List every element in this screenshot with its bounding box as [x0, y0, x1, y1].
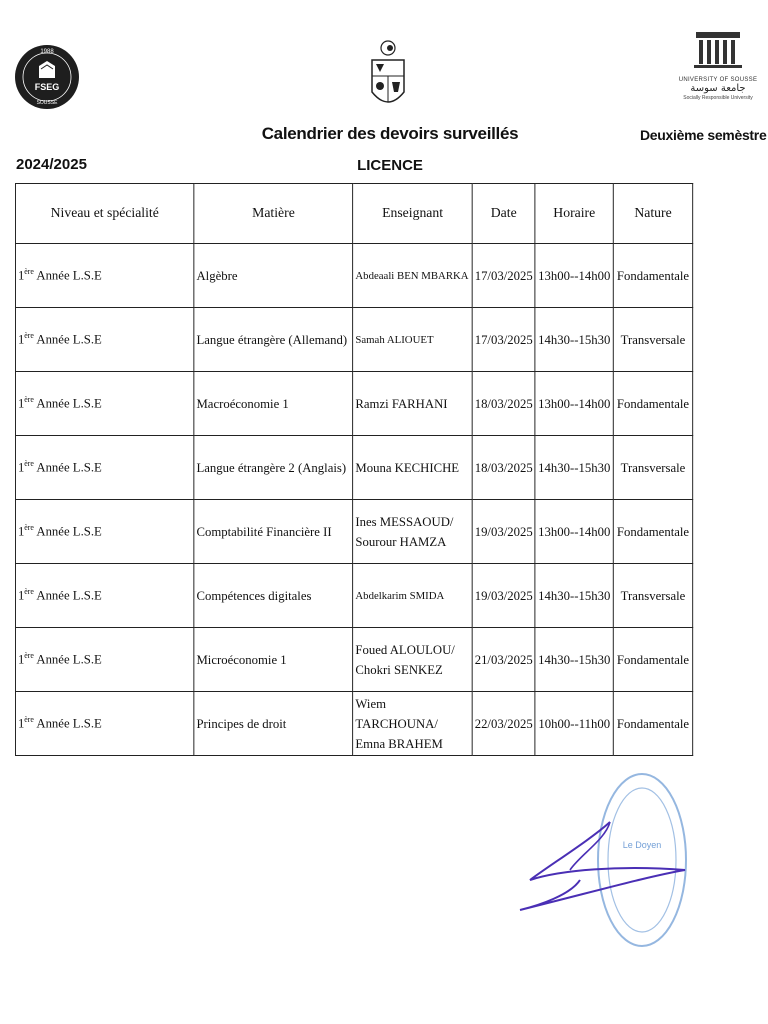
cell-enseignant — [353, 564, 472, 628]
cell-matiere: Langue étrangère 2 (Anglais) — [194, 436, 353, 500]
cell-nature: Fondamentale — [613, 372, 692, 436]
cell-niveau: 1ère Année L.S.E — [15, 372, 194, 436]
cell-enseignant — [353, 500, 472, 564]
cell-horaire: 13h00--14h00 — [535, 244, 613, 308]
header-horaire: Horaire — [535, 184, 613, 244]
teacher-name: Abdeaali BEN MBARKA — [355, 269, 469, 282]
cell-date: 18/03/2025 — [472, 372, 535, 436]
cell-matiere: Algèbre — [194, 244, 353, 308]
cell-horaire: 14h30--15h30 — [535, 628, 613, 692]
document-subtitle: LICENCE — [357, 157, 423, 174]
table-row — [15, 692, 692, 756]
teacher-name: Samah ALIOUET — [355, 333, 434, 346]
stamp-text: Le Doyen — [622, 840, 662, 850]
fseg-logo-year: 1988 — [40, 49, 54, 55]
university-building-icon — [690, 30, 746, 70]
cell-matiere: Microéconomie 1 — [194, 628, 353, 692]
cell-niveau: 1ère Année L.S.E — [15, 564, 194, 628]
table-row — [15, 436, 692, 500]
cell-niveau: 1ère Année L.S.E — [15, 244, 194, 308]
cell-enseignant — [353, 628, 472, 692]
university-logo — [676, 30, 760, 118]
cell-date: 19/03/2025 — [472, 500, 535, 564]
cell-date: 19/03/2025 — [472, 564, 535, 628]
cell-horaire: 14h30--15h30 — [535, 308, 613, 372]
cell-nature: Fondamentale — [613, 244, 692, 308]
cell-enseignant — [353, 692, 472, 756]
teacher-name: Ramzi FARHANI — [355, 395, 448, 411]
cell-nature: Fondamentale — [613, 692, 692, 756]
header-niveau: Niveau et spécialité — [15, 184, 194, 244]
fseg-logo-city: SOUSSE — [36, 100, 58, 106]
fseg-logo-label: FSEG — [34, 82, 60, 92]
cell-matiere: Comptabilité Financière II — [194, 500, 353, 564]
header-nature: Nature — [613, 184, 692, 244]
cell-niveau: 1ère Année L.S.E — [15, 308, 194, 372]
teacher-name: Emna BRAHEM — [355, 735, 443, 751]
teacher-name: Foued ALOULOU/ — [355, 641, 455, 657]
cell-nature: Fondamentale — [613, 500, 692, 564]
cell-date: 17/03/2025 — [472, 308, 535, 372]
header-date: Date — [472, 184, 535, 244]
table-row — [15, 500, 692, 564]
cell-horaire: 13h00--14h00 — [535, 500, 613, 564]
header-enseignant: Enseignant — [353, 184, 472, 244]
cell-horaire: 13h00--14h00 — [535, 372, 613, 436]
cell-niveau: 1ère Année L.S.E — [15, 500, 194, 564]
cell-date: 22/03/2025 — [472, 692, 535, 756]
cell-matiere: Principes de droit — [194, 692, 353, 756]
table-row — [15, 564, 692, 628]
cell-enseignant — [353, 308, 472, 372]
cell-nature: Transversale — [613, 564, 692, 628]
table-header-row — [15, 184, 692, 244]
teacher-name: Wiem TARCHOUNA/ — [355, 695, 438, 731]
university-name-arabic: جامعة سوسة — [690, 83, 746, 94]
cell-niveau: 1ère Année L.S.E — [15, 436, 194, 500]
cell-date: 17/03/2025 — [472, 244, 535, 308]
fseg-logo — [14, 36, 80, 118]
table-row — [15, 244, 692, 308]
cell-nature: Transversale — [613, 308, 692, 372]
signature — [510, 810, 690, 920]
coat-of-arms — [366, 36, 410, 118]
cell-nature: Fondamentale — [613, 628, 692, 692]
teacher-name: Mouna KECHICHE — [355, 459, 460, 475]
cell-date: 18/03/2025 — [472, 436, 535, 500]
cell-enseignant — [353, 436, 472, 500]
exam-schedule-table — [15, 183, 693, 756]
teacher-name: Chokri SENKEZ — [355, 661, 443, 677]
cell-horaire: 10h00--11h00 — [535, 692, 613, 756]
cell-enseignant — [353, 244, 472, 308]
university-tagline: Socially Responsible University — [683, 95, 753, 101]
cell-nature: Transversale — [613, 436, 692, 500]
cell-matiere: Langue étrangère (Allemand) — [194, 308, 353, 372]
academic-year: 2024/2025 — [16, 156, 87, 173]
table-row — [15, 308, 692, 372]
cell-horaire: 14h30--15h30 — [535, 564, 613, 628]
cell-horaire: 14h30--15h30 — [535, 436, 613, 500]
teacher-name: Sourour HAMZA — [355, 533, 447, 549]
cell-date: 21/03/2025 — [472, 628, 535, 692]
document-title: Calendrier des devoirs surveillés — [261, 124, 519, 143]
header-matiere: Matière — [194, 184, 353, 244]
table-row — [15, 628, 692, 692]
teacher-name: Ines MESSAOUD/ — [355, 513, 454, 529]
table-row — [15, 372, 692, 436]
cell-niveau: 1ère Année L.S.E — [15, 628, 194, 692]
cell-matiere: Macroéconomie 1 — [194, 372, 353, 436]
cell-matiere: Compétences digitales — [194, 564, 353, 628]
semester-label: Deuxième semèstre — [640, 127, 767, 143]
cell-niveau: 1ère Année L.S.E — [15, 692, 194, 756]
university-name: UNIVERSITY OF SOUSSE — [678, 77, 758, 83]
teacher-name: Abdelkarim SMIDA — [355, 589, 445, 602]
cell-enseignant — [353, 372, 472, 436]
